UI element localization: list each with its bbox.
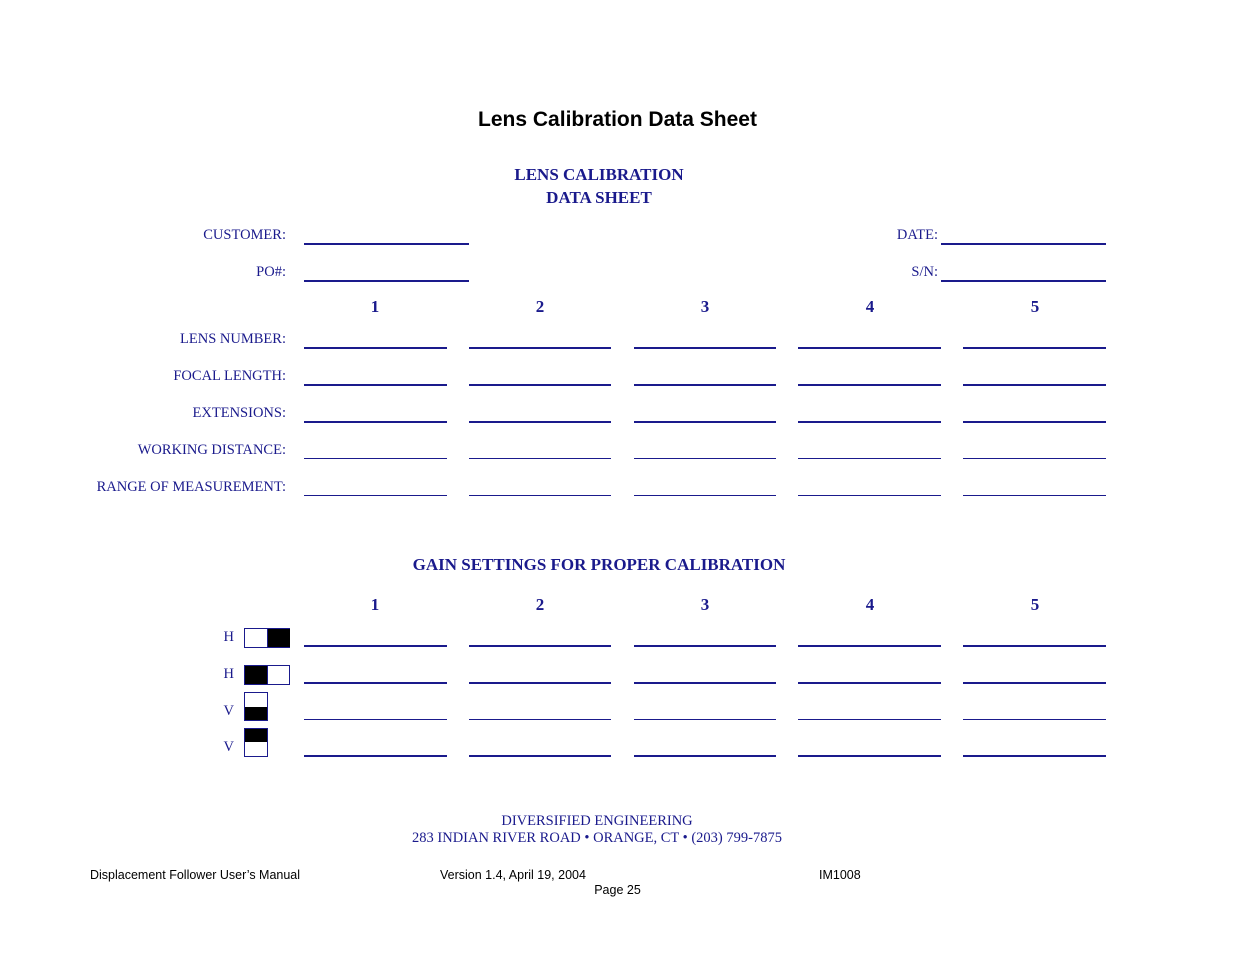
gain-v1-field-5[interactable] <box>963 719 1106 720</box>
row-label-extensions: EXTENSIONS: <box>192 405 286 421</box>
customer-field[interactable] <box>304 243 469 245</box>
date-label: DATE: <box>896 227 938 243</box>
lens-number-field-3[interactable] <box>634 347 776 349</box>
focal-length-field-2[interactable] <box>469 384 611 386</box>
gain-heading: GAIN SETTINGS FOR PROPER CALIBRATION <box>412 555 786 574</box>
gain-h1-field-3[interactable] <box>634 645 776 647</box>
working-distance-field-1[interactable] <box>304 458 447 459</box>
switch-bottom-filled-icon <box>244 692 268 721</box>
gain-h1-field-5[interactable] <box>963 645 1106 647</box>
extensions-field-3[interactable] <box>634 421 776 423</box>
gain-h1-field-2[interactable] <box>469 645 611 647</box>
gain-h1-field-4[interactable] <box>798 645 941 647</box>
gain-v1-field-3[interactable] <box>634 719 776 720</box>
focal-length-field-3[interactable] <box>634 384 776 386</box>
row-label-range-of-measurement: RANGE OF MEASUREMENT: <box>96 479 286 495</box>
switch-top-filled-icon <box>244 728 268 757</box>
range-of-measurement-field-1[interactable] <box>304 495 447 496</box>
extensions-field-4[interactable] <box>798 421 941 423</box>
switch-left-filled-icon <box>244 665 290 685</box>
gain-column-number: 5 <box>1030 595 1040 614</box>
range-of-measurement-field-4[interactable] <box>798 495 941 496</box>
lens-number-field-1[interactable] <box>304 347 447 349</box>
footer-doc-id: IM1008 <box>819 868 861 882</box>
working-distance-field-4[interactable] <box>798 458 941 459</box>
footer-version: Version 1.4, April 19, 2004 <box>440 868 586 882</box>
focal-length-field-5[interactable] <box>963 384 1106 386</box>
company-address: 283 INDIAN RIVER ROAD • ORANGE, CT • (203) 799-7875 <box>412 830 782 846</box>
gain-v2-field-1[interactable] <box>304 755 447 757</box>
column-number: 3 <box>700 297 710 316</box>
date-field[interactable] <box>941 243 1106 245</box>
footer-page-number: Page 25 <box>594 883 641 897</box>
column-number: 2 <box>535 297 545 316</box>
gain-column-number: 3 <box>700 595 710 614</box>
gain-v1-field-1[interactable] <box>304 719 447 720</box>
focal-length-field-4[interactable] <box>798 384 941 386</box>
gain-row-label-v2: V <box>223 739 234 755</box>
gain-column-number: 1 <box>370 595 380 614</box>
gain-h2-field-1[interactable] <box>304 682 447 684</box>
gain-v2-field-4[interactable] <box>798 755 941 757</box>
range-of-measurement-field-5[interactable] <box>963 495 1106 496</box>
working-distance-field-5[interactable] <box>963 458 1106 459</box>
gain-h2-field-2[interactable] <box>469 682 611 684</box>
gain-h2-field-4[interactable] <box>798 682 941 684</box>
column-number: 4 <box>865 297 875 316</box>
gain-column-number: 4 <box>865 595 875 614</box>
gain-h2-field-5[interactable] <box>963 682 1106 684</box>
footer-manual-title: Displacement Follower User’s Manual <box>90 868 301 882</box>
sn-label: S/N: <box>911 264 938 280</box>
po-label: PO#: <box>256 264 286 280</box>
lens-number-field-4[interactable] <box>798 347 941 349</box>
po-field[interactable] <box>304 280 469 282</box>
extensions-field-5[interactable] <box>963 421 1106 423</box>
gain-h2-field-3[interactable] <box>634 682 776 684</box>
working-distance-field-2[interactable] <box>469 458 611 459</box>
gain-v2-field-5[interactable] <box>963 755 1106 757</box>
row-label-focal-length: FOCAL LENGTH: <box>173 368 286 384</box>
working-distance-field-3[interactable] <box>634 458 776 459</box>
company-name: DIVERSIFIED ENGINEERING <box>501 813 693 829</box>
focal-length-field-1[interactable] <box>304 384 447 386</box>
extensions-field-2[interactable] <box>469 421 611 423</box>
gain-v1-field-4[interactable] <box>798 719 941 720</box>
gain-row-label-h1: H <box>223 629 234 645</box>
gain-v2-field-2[interactable] <box>469 755 611 757</box>
column-number: 5 <box>1030 297 1040 316</box>
range-of-measurement-field-2[interactable] <box>469 495 611 496</box>
column-number: 1 <box>370 297 380 316</box>
switch-right-filled-icon <box>244 628 290 648</box>
gain-v2-field-3[interactable] <box>634 755 776 757</box>
gain-column-number: 2 <box>535 595 545 614</box>
lens-number-field-2[interactable] <box>469 347 611 349</box>
extensions-field-1[interactable] <box>304 421 447 423</box>
form-heading-line2: DATA SHEET <box>546 188 652 207</box>
row-label-working-distance: WORKING DISTANCE: <box>137 442 286 458</box>
gain-h1-field-1[interactable] <box>304 645 447 647</box>
lens-number-field-5[interactable] <box>963 347 1106 349</box>
page-title: Lens Calibration Data Sheet <box>478 108 757 131</box>
customer-label: CUSTOMER: <box>203 227 286 243</box>
gain-v1-field-2[interactable] <box>469 719 611 720</box>
sn-field[interactable] <box>941 280 1106 282</box>
form-heading-line1: LENS CALIBRATION <box>514 165 684 184</box>
row-label-lens-number: LENS NUMBER: <box>180 331 286 347</box>
gain-row-label-h2: H <box>223 666 234 682</box>
gain-row-label-v1: V <box>223 703 234 719</box>
range-of-measurement-field-3[interactable] <box>634 495 776 496</box>
